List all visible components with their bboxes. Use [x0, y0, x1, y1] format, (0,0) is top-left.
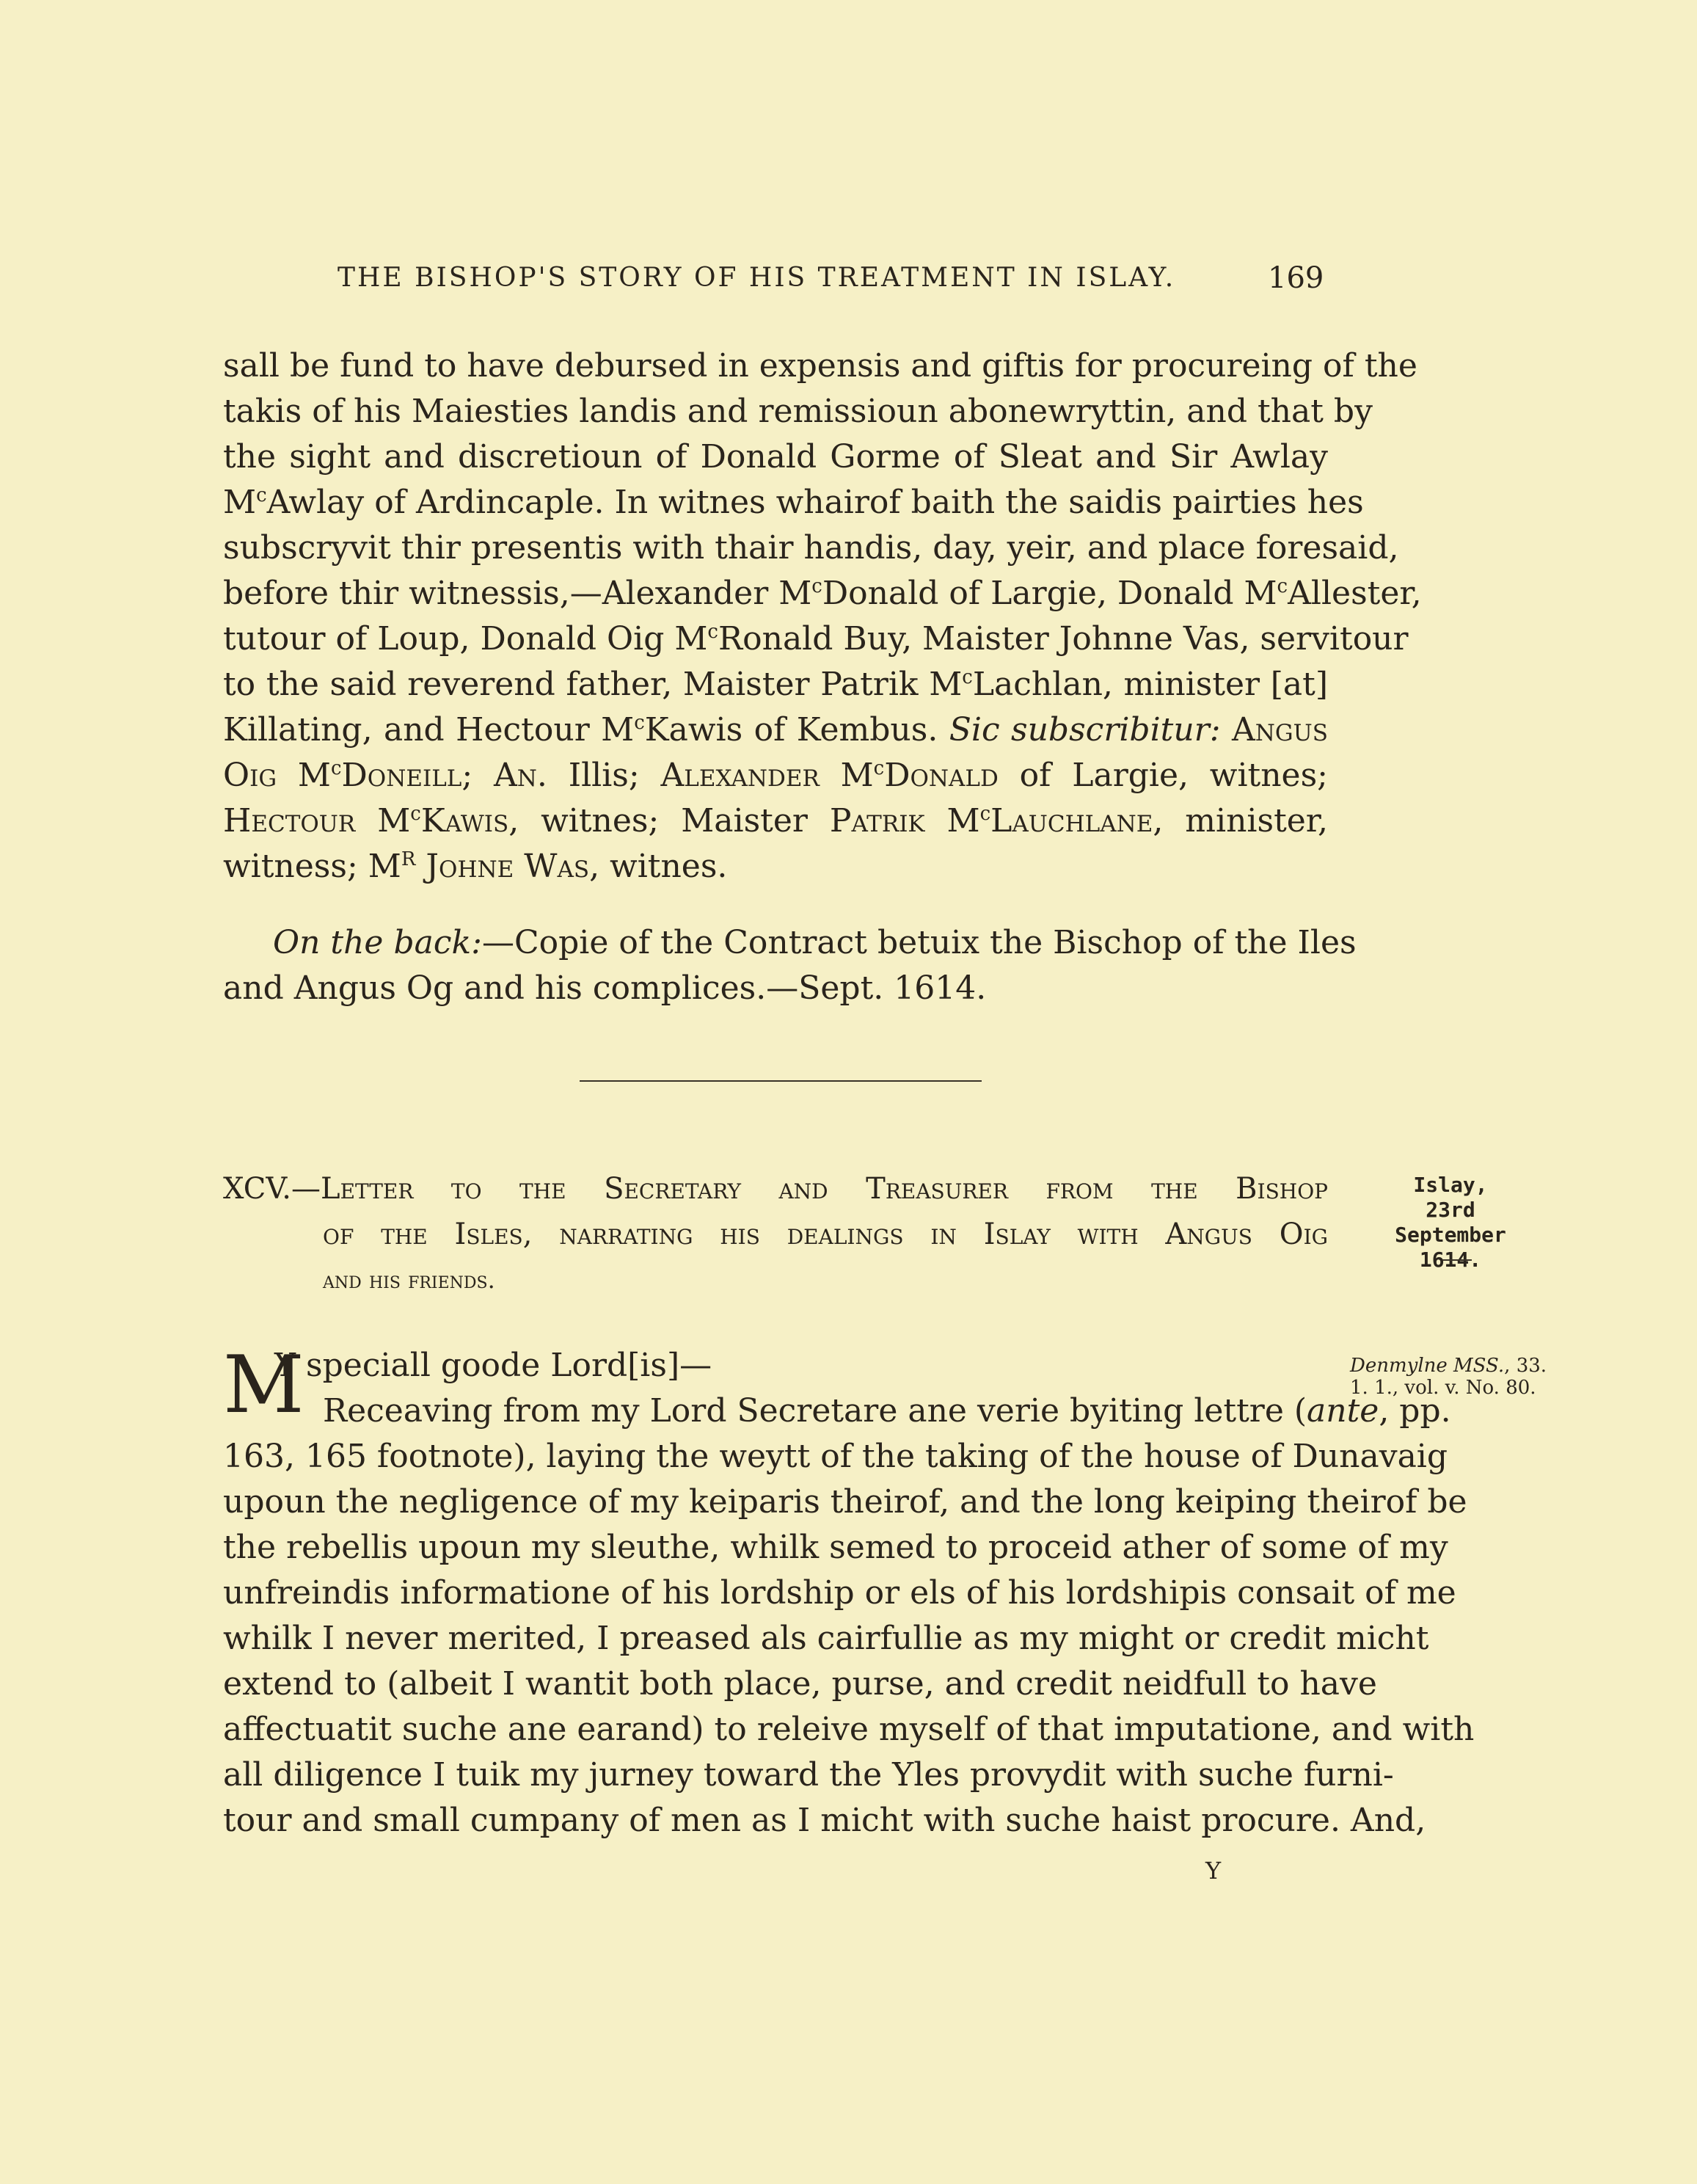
- margin-year: 1614.: [1419, 1248, 1482, 1272]
- contract-line: subscryvit thir presentis with thair handis, day, yeir, and place foresaid,: [223, 529, 1399, 567]
- contract-line: Hectour $M^cKawis$, witnes; Maister Patrik $M^cLauchlane$, minister,: [223, 802, 1328, 840]
- section-heading: XCV.—Letter to the Secretary and Treasurer from the Bishop: [223, 1172, 1328, 1206]
- letter-line: Receaving from my Lord Secretare ane verie byiting lettre (ante, pp.: [323, 1392, 1451, 1430]
- contract-line: sall be fund to have debursed in expensis and giftis for procureing of the: [223, 347, 1417, 385]
- letter-line: 163, 165 footnote), laying the weytt of the taking of the house of Dunavaig: [223, 1438, 1448, 1475]
- margin-source-note: Denmylne MSS., 33. 1. 1., vol. v. No. 80.: [1350, 1355, 1547, 1399]
- contract-line: to the said reverend father, Maister Patrik $M^cLachlan$, minister [at]: [223, 666, 1328, 703]
- section-number: XCV.—: [223, 1172, 321, 1206]
- contract-line: before thir witnessis,—Alexander $M^cDonald$ of Largie, Donald $M^cAllester$,: [223, 575, 1422, 612]
- letter-line: affectuatit suche ane earand) to releive myself of that imputatione, and with: [223, 1711, 1475, 1748]
- letter-line: upoun the negligence of my keiparis theirof, and the long keiping theirof be: [223, 1483, 1467, 1521]
- endorsement-line: On the back:—Copie of the Contract betuix the Bischop of the Iles: [273, 924, 1357, 961]
- running-title: THE BISHOP'S STORY OF HIS TREATMENT IN ISLAY.: [337, 263, 1176, 293]
- drop-cap: M: [223, 1339, 304, 1431]
- margin-divider: [1442, 1259, 1472, 1261]
- section-divider: [580, 1080, 982, 1082]
- letter-line: whilk I never merited, I preased als cairfullie as my might or credit micht: [223, 1620, 1429, 1657]
- endorsement-label: On the back:: [273, 924, 482, 961]
- letter-line: unfreindis informatione of his lordship or els of his lordshipis consait of me: [223, 1574, 1456, 1612]
- endorsement-line: and Angus Og and his complices.—Sept. 1614.: [223, 969, 987, 1007]
- contract-line: Killating, and Hectour $M^cKawis$ of Kembus. Sic subscribitur: Angus: [223, 711, 1328, 749]
- letter-line: the rebellis upoun my sleuthe, whilk semed to proceid ather of some of my: [223, 1529, 1448, 1566]
- margin-place: Islay,: [1413, 1173, 1488, 1197]
- letter-line: extend to (albeit I wantit both place, purse, and credit neidfull to have: [223, 1665, 1377, 1703]
- margin-date: 23rd September: [1395, 1198, 1506, 1247]
- margin-date-note: [1366, 1173, 1535, 1273]
- contract-line: tutour of Loup, Donald Oig $M^cRonald$ Buy, Maister Johnne Vas, servitour: [223, 620, 1409, 658]
- section-heading: of the Isles, narrating his dealings in Islay with Angus Oig: [323, 1217, 1328, 1251]
- letter-line: Y speciall goode Lord[is]—: [274, 1347, 712, 1384]
- contract-line: Oig $M^cDoneill$; An. Illis; Alexander $M^cDonald$ of Largie, witnes;: [223, 757, 1328, 794]
- letter-line: tour and small cumpany of men as I micht with suche haist procure. And,: [223, 1802, 1426, 1839]
- section-heading: and his friends.: [323, 1266, 495, 1294]
- contract-line: the sight and discretioun of Donald Gorme of Sleat and Sir Awlay: [223, 438, 1328, 476]
- contract-line: takis of his Maiesties landis and remissioun abonewryttin, and that by: [223, 393, 1373, 430]
- contract-line: witness; $M^R$ Johne Was, witnes.: [223, 848, 728, 885]
- letter-line: all diligence I tuik my jurney toward the Yles provydit with suche furni-: [223, 1756, 1394, 1794]
- signature-mark: Y: [1205, 1857, 1222, 1885]
- page-number: 169: [1268, 261, 1324, 295]
- contract-line: $M^cAwlay$ of Ardincaple. In witnes whairof baith the saidis pairties hes: [223, 484, 1364, 521]
